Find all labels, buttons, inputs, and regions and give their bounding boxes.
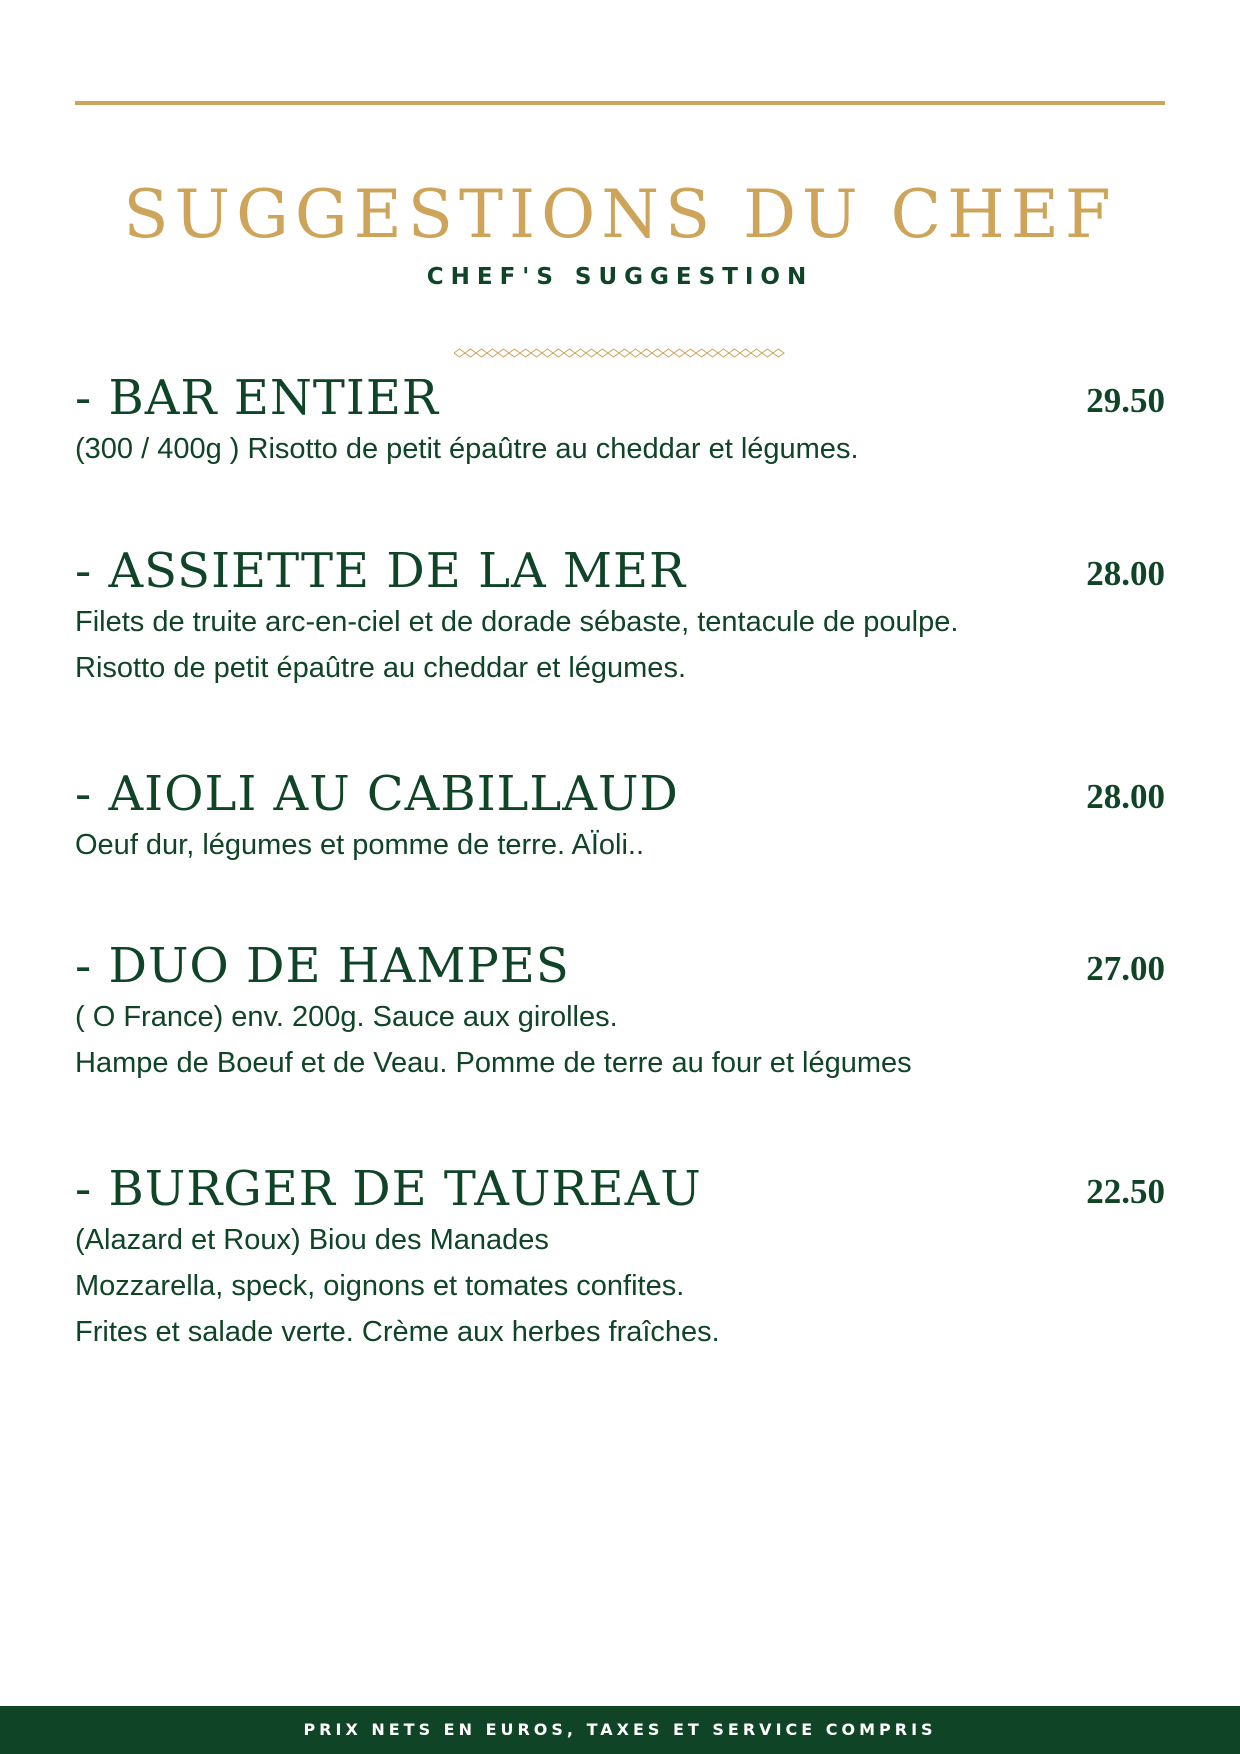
diamond-mark bbox=[707, 349, 718, 357]
menu-item-price: 29.50 bbox=[1086, 381, 1165, 420]
diamond-mark bbox=[674, 349, 685, 357]
diamond-mark bbox=[476, 349, 487, 357]
diamond-mark bbox=[685, 349, 696, 357]
footer-note: PRIX NETS EN EUROS, TAXES ET SERVICE COMPRIS bbox=[303, 1720, 937, 1739]
menu-item-description: Frites et salade verte. Crème aux herbes fraîches. bbox=[75, 1316, 720, 1348]
diamond-mark bbox=[487, 349, 498, 357]
diamond-mark bbox=[575, 349, 586, 357]
menu-item-description: (300 / 400g ) Risotto de petit épaûtre au cheddar et légumes. bbox=[75, 433, 859, 465]
menu-item-price: 22.50 bbox=[1086, 1172, 1165, 1211]
menu-item-description: (Alazard et Roux) Biou des Manades bbox=[75, 1224, 549, 1256]
diamond-mark bbox=[564, 349, 575, 357]
menu-item-name: - AIOLI AU CABILLAUD bbox=[75, 766, 679, 822]
diamond-mark bbox=[773, 349, 784, 357]
menu-item-description: Mozzarella, speck, oignons et tomates confites. bbox=[75, 1270, 685, 1302]
diamond-mark bbox=[740, 349, 751, 357]
diamond-mark bbox=[498, 349, 509, 357]
diamond-mark bbox=[762, 349, 773, 357]
menu-item-description: ( O France) env. 200g. Sauce aux girolles. bbox=[75, 1001, 618, 1033]
menu-item bbox=[75, 541, 1165, 693]
diamond-mark bbox=[509, 349, 520, 357]
diamond-mark bbox=[597, 349, 608, 357]
diamond-mark bbox=[608, 349, 619, 357]
diamond-mark bbox=[454, 349, 465, 357]
menu-item-price: 28.00 bbox=[1086, 554, 1165, 593]
menu-item-name: - ASSIETTE DE LA MER bbox=[75, 543, 687, 599]
menu-item-price: 27.00 bbox=[1086, 949, 1165, 988]
menu-item-price: 28.00 bbox=[1086, 777, 1165, 816]
menu-item bbox=[75, 764, 1165, 870]
menu-item-name: - BAR ENTIER bbox=[75, 370, 440, 426]
diamond-mark bbox=[531, 349, 542, 357]
diamond-mark bbox=[751, 349, 762, 357]
diamond-mark bbox=[652, 349, 663, 357]
diamond-mark bbox=[718, 349, 729, 357]
menu-item-description: Hampe de Boeuf et de Veau. Pomme de terre au four et légumes bbox=[75, 1047, 912, 1079]
menu-item-description: Filets de truite arc-en-ciel et de dorade sébaste, tentacule de poulpe. bbox=[75, 606, 959, 638]
diamond-mark bbox=[520, 349, 531, 357]
menu-item-name: - DUO DE HAMPES bbox=[75, 938, 570, 994]
page-title: SUGGESTIONS DU CHEF bbox=[123, 176, 1117, 253]
diamond-mark bbox=[542, 349, 553, 357]
menu-item bbox=[75, 936, 1165, 1088]
menu-item bbox=[75, 368, 1165, 474]
menu-item bbox=[75, 1159, 1165, 1357]
footer-bar bbox=[0, 1706, 1240, 1754]
menu-item-description: Risotto de petit épaûtre au cheddar et légumes. bbox=[75, 652, 686, 684]
diamond-ornament-divider bbox=[454, 347, 786, 359]
diamond-mark bbox=[641, 349, 652, 357]
diamond-mark bbox=[696, 349, 707, 357]
page-subtitle: CHEF'S SUGGESTION bbox=[426, 264, 814, 290]
diamond-mark bbox=[619, 349, 630, 357]
diamond-mark bbox=[630, 349, 641, 357]
diamond-mark bbox=[465, 349, 476, 357]
top-divider bbox=[75, 101, 1165, 105]
diamond-mark bbox=[586, 349, 597, 357]
menu-item-name: - BURGER DE TAUREAU bbox=[75, 1161, 702, 1217]
diamond-mark bbox=[553, 349, 564, 357]
menu-item-description: Oeuf dur, légumes et pomme de terre. AÏoli.. bbox=[75, 829, 645, 861]
diamond-mark bbox=[663, 349, 674, 357]
diamond-mark bbox=[729, 349, 740, 357]
